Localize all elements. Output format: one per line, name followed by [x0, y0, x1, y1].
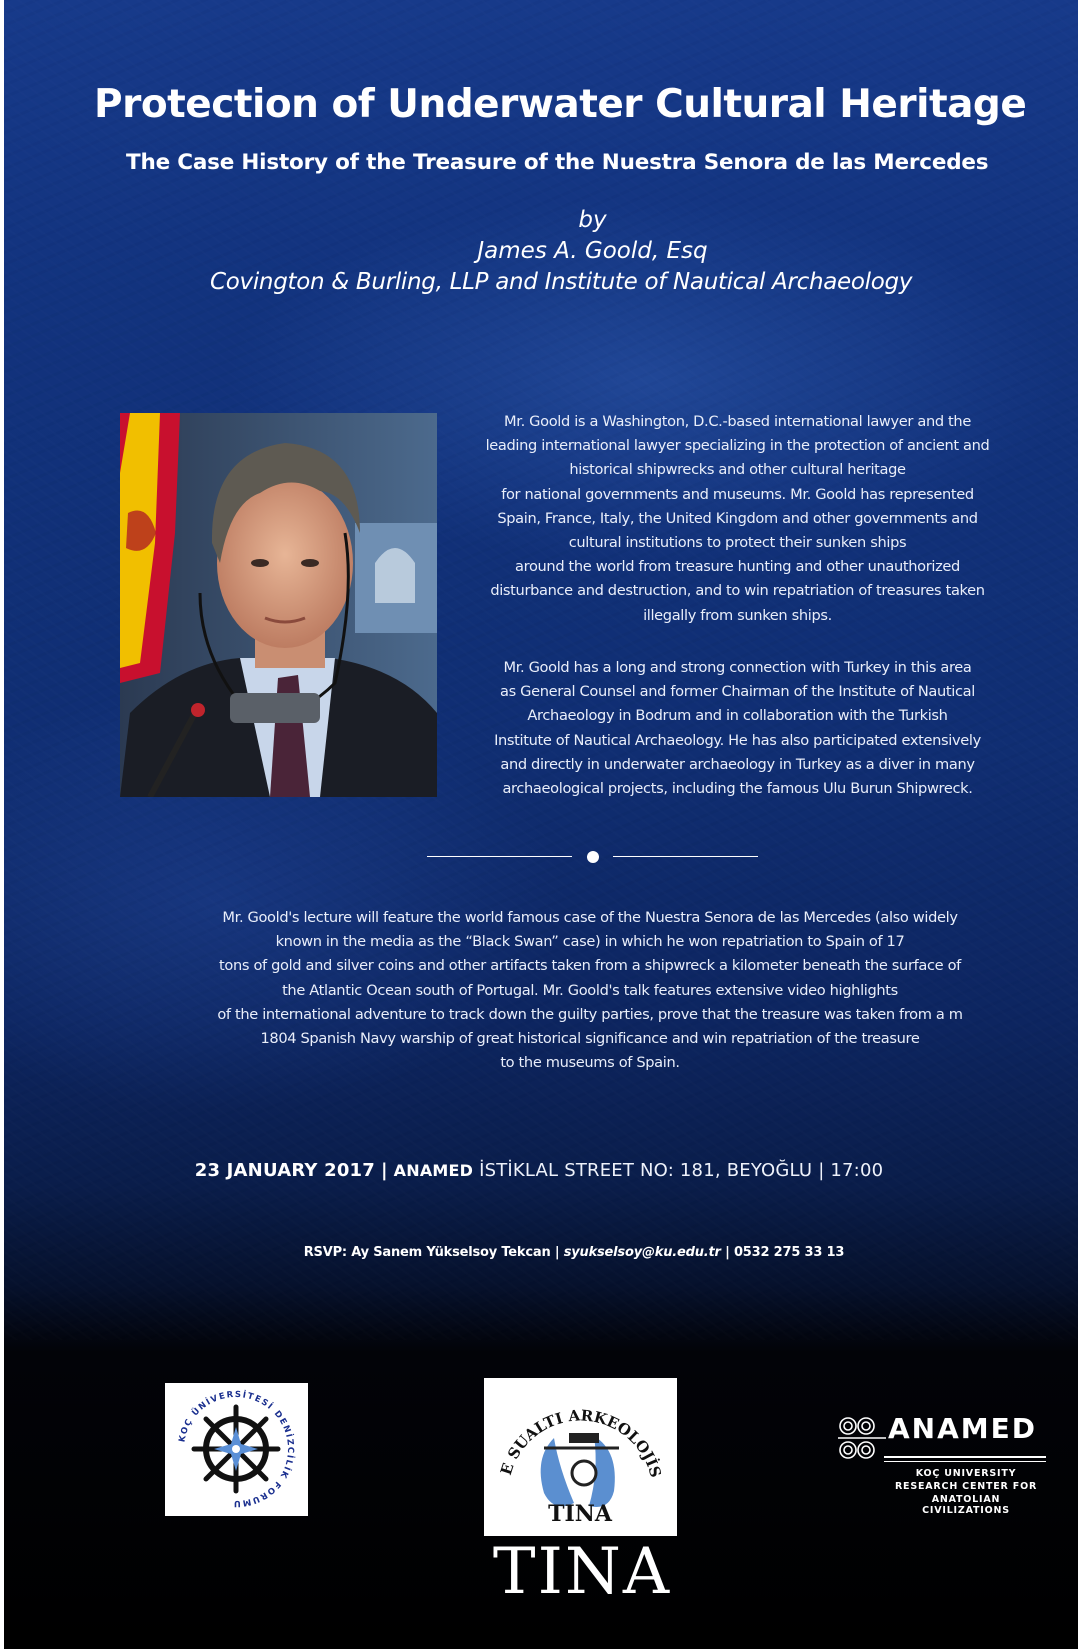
- event-separator: |: [380, 1160, 388, 1181]
- rsvp-phone: | 0532 275 33 13: [725, 1245, 845, 1260]
- denizcilik-forumu-logo: [165, 1383, 308, 1516]
- event-time: 17:00: [830, 1160, 884, 1181]
- lecture-line: known in the media as the “Black Swan” case) in which he won repatriation to Spain of 17: [275, 933, 905, 951]
- divider-dot: [587, 851, 599, 863]
- svg-text:KOÇ ÜNİVERSİTESİ DENİZCİLİK FO: KOÇ ÜNİVERSİTESİ DENİZCİLİK FORUMU: [177, 1389, 296, 1509]
- lecture-line: 1804 Spanish Navy warship of great historical significance and win repatriation of the treasure: [260, 1030, 920, 1048]
- divider-line-left: [427, 856, 572, 857]
- tina-logo: [484, 1378, 677, 1536]
- bio-line: cultural institutions to protect their sunken ships: [568, 534, 907, 552]
- anamed-logo: [838, 1412, 1058, 1516]
- bio-line: archaeological projects, including the famous Ulu Burun Shipwreck.: [502, 780, 973, 798]
- anamed-sub-1: KOÇ UNIVERSITY: [915, 1468, 1017, 1479]
- anamed-rule: [884, 1456, 1046, 1458]
- bio-line: historical shipwrecks and other cultural heritage: [569, 461, 906, 479]
- anamed-title: ANAMED: [888, 1412, 1038, 1445]
- event-venue: ANAMED: [393, 1161, 474, 1180]
- speaker-portrait-image: [120, 413, 437, 797]
- event-date: 23 JANUARY 2017: [194, 1160, 376, 1181]
- anamed-rule-thin: [884, 1461, 1046, 1462]
- event-separator-2: |: [818, 1160, 825, 1181]
- event-details: [0, 1160, 1078, 1181]
- rsvp-line: [0, 1245, 1078, 1260]
- speaker-bio-paragraph-1: [455, 410, 1020, 628]
- bio-line: around the world from treasure hunting and other unauthorized: [515, 558, 960, 576]
- speaker-affiliation: Covington & Burling, LLP and Institute of Nautical Archaeology: [210, 269, 913, 295]
- speaker-name: James A. Goold, Esq: [477, 238, 708, 264]
- anamed-sub-3: ANATOLIAN CIVILIZATIONS: [922, 1494, 1010, 1516]
- lecture-line: to the museums of Spain.: [500, 1054, 680, 1072]
- lecture-line: tons of gold and silver coins and other artifacts taken from a shipwreck a kilometer beneath the surface of: [219, 957, 961, 975]
- lecture-line: of the international adventure to track down the guilty parties, prove that the treasure was taken from a m: [217, 1005, 963, 1023]
- bio-line: illegally from sunken ships.: [643, 606, 832, 624]
- anamed-sub-2: RESEARCH CENTER FOR: [894, 1481, 1038, 1492]
- bio-line: disturbance and destruction, and to win repatriation of treasures taken: [490, 582, 985, 600]
- rsvp-contact: RSVP: Ay Sanem Yükselsoy Tekcan |: [303, 1245, 560, 1260]
- lecture-line: Mr. Goold's lecture will feature the world famous case of the Nuestra Senora de las Mercedes (also widely: [222, 909, 958, 926]
- bio-line: for national governments and museums. Mr. Goold has represented: [501, 485, 974, 503]
- speaker-bio-paragraph-2: [455, 656, 1020, 801]
- bio-line: and directly in underwater archaeology in Turkey as a diver in many: [500, 755, 975, 773]
- speaker-photo: [120, 413, 437, 797]
- lecture-line: the Atlantic Ocean south of Portugal. Mr. Goold's talk features extensive video highlights: [282, 981, 898, 999]
- tina-wordmark: TINA: [492, 1535, 672, 1609]
- svg-text:TINA: TINA: [548, 1501, 612, 1527]
- by-label: by: [578, 207, 607, 233]
- spiral-motif-icon: [838, 1412, 886, 1472]
- bio-line: Archaeology in Bodrum and in collaboration with the Turkish: [527, 707, 948, 725]
- bio-line: leading international lawyer specializing in the protection of ancient and: [485, 437, 990, 455]
- poster-title: Protection of Underwater Cultural Heritage: [94, 82, 1027, 127]
- poster-subtitle: The Case History of the Treasure of the Nuestra Senora de las Mercedes: [126, 150, 989, 175]
- rsvp-email[interactable]: syukselsoy@ku.edu.tr: [563, 1245, 721, 1260]
- bio-line: Mr. Goold has a long and strong connection with Turkey in this area: [503, 659, 972, 676]
- svg-text:TÜRKİYE SUALTI ARKEOLOJİSİ VAK: E SUALTI ARKEOLOJİS: [496, 1406, 665, 1480]
- bio-line: Spain, France, Italy, the United Kingdom and other governments and: [497, 509, 978, 527]
- bio-line: as General Counsel and former Chairman of the Institute of Nautical: [500, 683, 975, 701]
- section-divider: [427, 850, 757, 864]
- divider-line-right: [613, 856, 758, 857]
- tina-emblem-icon: [484, 1378, 677, 1536]
- lecture-description: [160, 906, 1020, 1075]
- bio-line: Institute of Nautical Archaeology. He has also participated extensively: [494, 731, 981, 749]
- ship-wheel-icon: [165, 1383, 308, 1516]
- bio-line: Mr. Goold is a Washington, D.C.-based international lawyer and the: [504, 413, 971, 430]
- event-address: İSTİKLAL STREET NO: 181, BEYOĞLU: [479, 1160, 813, 1181]
